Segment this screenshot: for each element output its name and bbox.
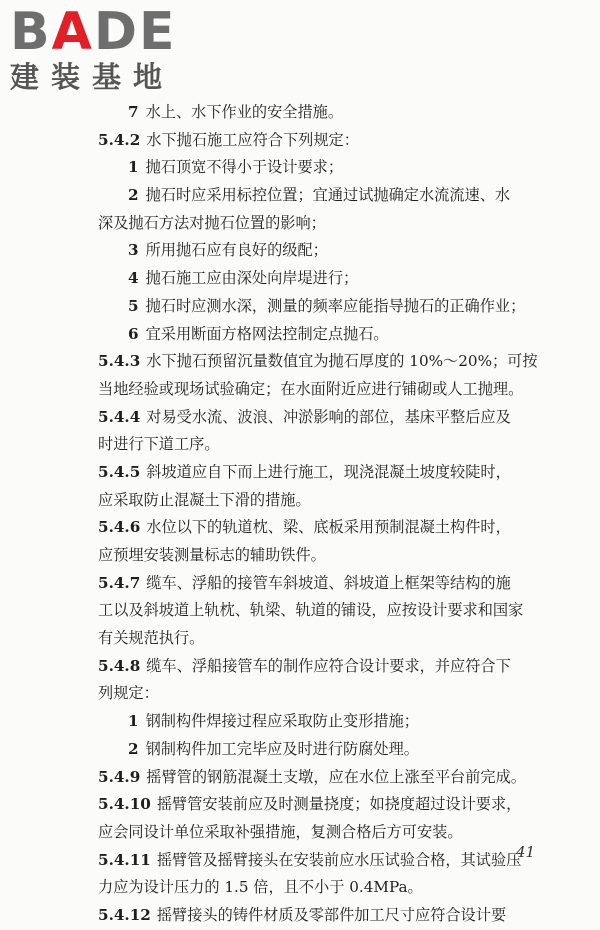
line-text: 抛石施工应由深处向岸堤进行；	[145, 269, 359, 288]
line-text: 摇臂接头的铸件材质及零部件加工尺寸应符合设计要	[156, 905, 507, 924]
item-number: 7	[128, 103, 139, 121]
page-number: 41	[516, 843, 536, 861]
continuation-line	[98, 819, 554, 847]
line-text: 水下抛石预留沉量数值宜为抛石厚度的 10%～20%；可按	[146, 352, 538, 371]
item-number: 3	[128, 241, 139, 260]
line-text: 力应为设计压力的 1.5 倍，且不小于 0.4MPa。	[98, 878, 423, 897]
line-text: 钢制构件加工完毕应及时进行防腐处理。	[145, 739, 419, 758]
logo-subtitle: 建装基地	[10, 60, 175, 94]
clause-number: 5.4.10	[98, 795, 151, 814]
line-text: 斜坡道应自下而上进行施工，现浇混凝土坡度较陡时，	[146, 462, 511, 481]
continuation-line	[98, 376, 554, 404]
item-number: 1	[128, 158, 139, 177]
line-text: 抛石顶宽不得小于设计要求；	[145, 158, 344, 177]
line-text: 水上、水下作业的安全措施。	[145, 103, 344, 121]
clause-line	[98, 847, 554, 875]
list-item	[98, 154, 554, 182]
item-number: 2	[128, 186, 139, 205]
logo-wordmark	[10, 2, 180, 62]
line-text: 时进行下道工序。	[98, 435, 220, 454]
line-text: 摇臂管及摇臂接头在安装前应水压试验合格，其试验压	[156, 850, 522, 869]
item-number: 2	[128, 739, 139, 758]
clause-number: 5.4.11	[98, 850, 151, 869]
clause-number: 5.4.8	[98, 656, 141, 675]
clause-line	[98, 570, 554, 598]
clause-number: 5.4.9	[98, 767, 141, 786]
continuation-line	[98, 625, 554, 653]
line-text: 应预埋安装测量标志的辅助铁件。	[98, 546, 326, 564]
logo-letter-prefix: B	[10, 2, 52, 62]
clause-line	[98, 127, 554, 155]
line-text: 对易受水流、波浪、冲淤影响的部位，基床平整后应及	[146, 407, 511, 426]
line-text: 水下抛石施工应符合下列规定：	[146, 130, 359, 149]
line-text: 水位以下的轨道枕、梁、底板采用预制混凝土构件时，	[146, 518, 511, 537]
continuation-line	[98, 680, 554, 708]
continuation-line	[98, 874, 554, 902]
clause-line	[98, 404, 554, 432]
line-text: 深及抛石方法对抛石位置的影响；	[98, 213, 326, 232]
continuation-line	[98, 597, 554, 625]
line-text: 宜采用断面方格网法控制定点抛石。	[145, 324, 389, 343]
clause-number: 5.4.6	[98, 518, 141, 537]
list-item	[98, 265, 554, 293]
line-text: 摇臂管的钢筋混凝土支墩，应在水位上涨至平台前完成。	[146, 767, 526, 786]
item-number: 1	[128, 712, 139, 731]
clause-line	[98, 348, 554, 376]
list-item	[98, 99, 554, 127]
line-text: 有关规范执行。	[98, 629, 205, 648]
logo-letter-suffix: DE	[93, 2, 177, 62]
item-number: 5	[128, 296, 139, 315]
clause-line	[98, 764, 554, 792]
line-text: 钢制构件焊接过程应采取防止变形措施；	[145, 712, 419, 731]
clause-number: 5.4.7	[98, 573, 141, 592]
list-item	[98, 736, 554, 764]
line-text: 缆车、浮船的接管车斜坡道、斜坡道上框架等结构的施	[146, 573, 511, 592]
line-text: 摇臂管安装前应及时测量挠度；如挠度超过设计要求，	[156, 795, 522, 814]
line-text: 列规定：	[98, 684, 159, 703]
clause-number: 5.4.3	[98, 352, 141, 371]
line-text: 缆车、浮船接管车的制作应符合设计要求，并应符合下	[146, 656, 511, 675]
line-text: 工以及斜坡道上轨枕、轨梁、轨道的铺设，应按设计要求和国家	[98, 601, 524, 620]
item-number: 6	[128, 324, 139, 343]
clause-number: 5.4.12	[98, 905, 151, 924]
line-text: 抛石时应采用标控位置；宜通过试抛确定水流流速、水	[145, 186, 511, 205]
list-item	[98, 293, 554, 321]
clause-line	[98, 459, 554, 487]
continuation-line	[98, 431, 554, 459]
clause-line	[98, 514, 554, 542]
line-text: 当地经验或现场试验确定；在水面附近应进行铺砌或人工抛理。	[98, 379, 524, 398]
list-item	[98, 321, 554, 349]
bade-logo	[10, 2, 180, 94]
clause-line	[98, 902, 554, 930]
line-text: 所用抛石应有良好的级配；	[145, 241, 328, 260]
clause-line	[98, 653, 554, 681]
document-body	[98, 99, 554, 930]
continuation-line	[98, 542, 554, 570]
line-text: 应采取防止混凝土下滑的措施。	[98, 490, 311, 509]
line-text: 抛石时应测水深，测量的频率应能指导抛石的正确作业；	[145, 296, 526, 315]
continuation-line	[98, 487, 554, 515]
line-text: 应会同设计单位采取补强措施，复测合格后方可安装。	[98, 822, 463, 841]
clause-number: 5.4.2	[98, 130, 141, 149]
list-item	[98, 182, 554, 210]
item-number: 4	[128, 269, 139, 288]
logo-letter-accent: A	[51, 2, 94, 62]
continuation-line	[98, 210, 554, 238]
list-item	[98, 237, 554, 265]
clause-number: 5.4.4	[98, 407, 141, 426]
clause-number: 5.4.5	[98, 462, 141, 481]
list-item	[98, 708, 554, 736]
clause-line	[98, 791, 554, 819]
